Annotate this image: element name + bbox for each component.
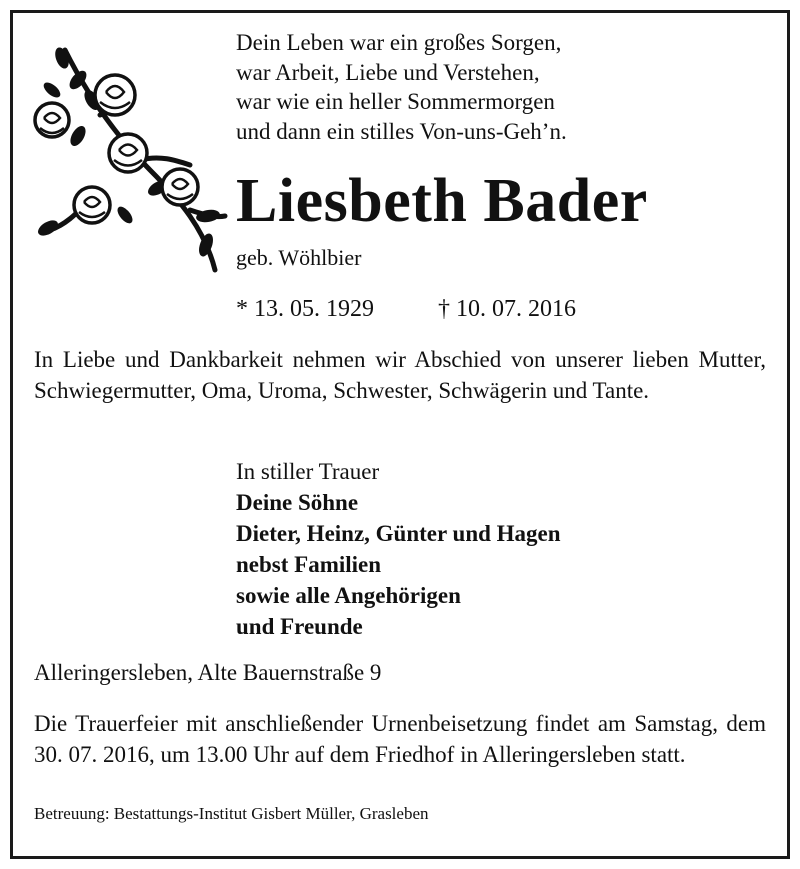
birth-date: * 13. 05. 1929: [236, 296, 374, 322]
mourner-line: Dieter, Heinz, Günter und Hagen: [236, 521, 561, 546]
mourner-line: und Freunde: [236, 614, 363, 639]
funeral-home-credit: Betreuung: Bestattungs-Institut Gisbert Müller, Grasleben: [34, 804, 429, 823]
poem-line: und dann ein stilles Von-uns-Geh’n.: [236, 118, 567, 144]
mourners-block: [236, 456, 561, 642]
poem-line: war Arbeit, Liebe und Verstehen,: [236, 59, 540, 85]
maiden-name: geb. Wöhlbier: [236, 245, 362, 270]
farewell-paragraph: In Liebe und Dankbarkeit nehmen wir Abschied von unserer lieben Mutter, Schwiegermutter, Oma, Uroma, Schwester, Schwägerin und Tante.: [34, 347, 766, 403]
life-dates: [236, 296, 576, 323]
mourner-line: nebst Familien: [236, 552, 382, 577]
poem-line: war wie ein heller Sommermorgen: [236, 89, 555, 114]
mourner-line: sowie alle Angehörigen: [236, 583, 461, 608]
deceased-name: Liesbeth Bader: [236, 167, 648, 235]
roses-illustration: [30, 40, 235, 275]
mourners-intro: In stiller Trauer: [236, 459, 380, 484]
mourner-line: Deine Söhne: [236, 490, 359, 515]
family-address: Alleringersleben, Alte Bauernstraße 9: [34, 660, 382, 685]
death-date: † 10. 07. 2016: [438, 296, 576, 322]
ceremony-paragraph: Die Trauerfeier mit anschließender Urnenbeisetzung findet am Samstag, dem 30. 07. 2016, um 13.00 Uhr auf dem Friedhof in Alleringersleben statt.: [34, 711, 766, 767]
poem-line: Dein Leben war ein großes Sorgen,: [236, 30, 562, 55]
memorial-poem: [236, 28, 567, 146]
